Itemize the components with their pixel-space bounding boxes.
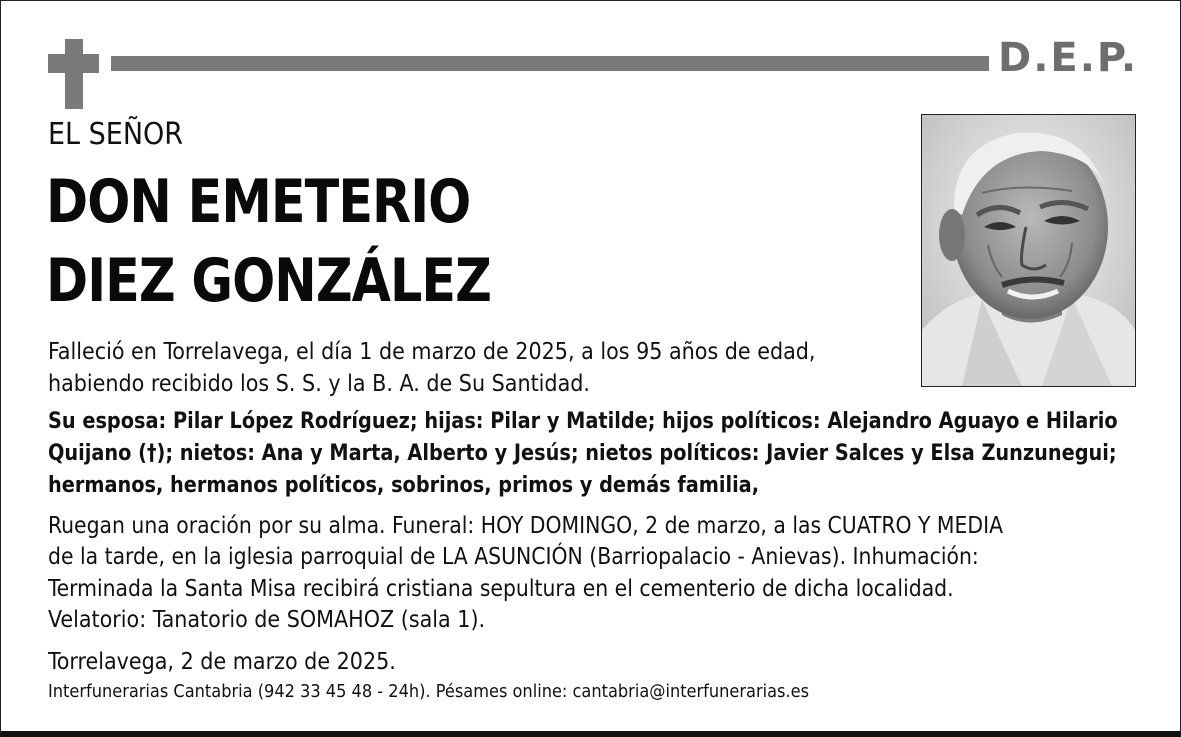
funeral-line: de la tarde, en la iglesia parroquial de LA ASUNCIÓN (Barriopalacio - Anievas). Inhumación: <box>48 544 979 570</box>
dep-mark: D.E.P. <box>998 35 1139 81</box>
death-notice-line: Falleció en Torrelavega, el día 1 de marzo de 2025, a los 95 años de edad, <box>48 339 816 365</box>
family-line: Su esposa: Pilar López Rodríguez; hijas: Pilar y Matilde; hijos políticos: Alejandro Aguayo e Hilario <box>48 409 1118 434</box>
name-line-2: DIEZ GONZÁLEZ <box>46 246 491 316</box>
place-date: Torrelavega, 2 de marzo de 2025. <box>48 649 396 675</box>
honorific: EL SEÑOR <box>48 117 184 152</box>
funeral-line: Velatorio: Tanatorio de SOMAHOZ (sala 1). <box>48 607 486 633</box>
footer-contact: Interfunerarias Cantabria (942 33 45 48 - 24h). Pésames online: cantabria@interfunerarias.es <box>48 681 810 702</box>
cross-icon <box>65 39 83 109</box>
family-line: hermanos, hermanos políticos, sobrinos, primos y demás familia, <box>48 473 760 498</box>
funeral-line: Terminada la Santa Misa recibirá cristiana sepultura en el cementerio de dicha localidad. <box>48 576 954 602</box>
portrait-photo <box>921 114 1136 387</box>
header-rule <box>111 56 989 71</box>
family-line: Quijano (†); nietos: Ana y Marta, Alberto y Jesús; nietos políticos: Javier Salces y Elsa Zunzunegui; <box>48 441 1117 466</box>
death-notice-line: habiendo recibido los S. S. y la B. A. de Su Santidad. <box>48 371 590 397</box>
cross-icon-bar <box>48 54 99 73</box>
name-line-1: DON EMETERIO <box>46 167 471 237</box>
funeral-line: Ruegan una oración por su alma. Funeral: HOY DOMINGO, 2 de marzo, a las CUATRO Y MEDIA <box>48 513 1004 539</box>
